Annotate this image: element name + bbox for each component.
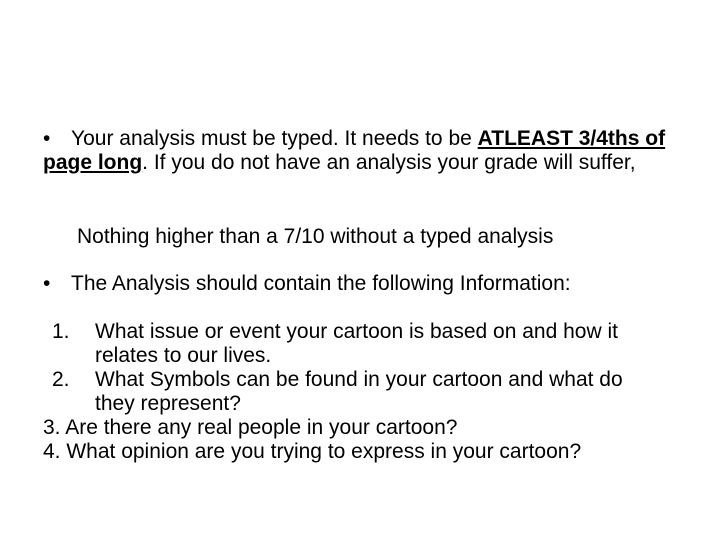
- grade-note: Nothing higher than a 7/10 without a typed analysis: [77, 225, 554, 248]
- list-item: 3. Are there any real people in your cartoon?: [43, 416, 458, 439]
- bullet-marker: •: [43, 127, 51, 150]
- length-requirement: ATLEAST 3/4ths of page long: [43, 127, 666, 174]
- list-item: [43, 320, 663, 368]
- list-number: 1.: [52, 320, 70, 343]
- list-number: 2.: [52, 368, 70, 391]
- bullet-text: The Analysis should contain the following Information:: [71, 272, 571, 295]
- bullet-text: Your analysis must be typed. It needs to be: [71, 127, 478, 150]
- question-list: [43, 320, 663, 464]
- bullet-text-end: . If you do not have an analysis your grade will suffer,: [142, 151, 636, 174]
- bullet-analysis-contents: [43, 272, 693, 296]
- list-item: [43, 368, 663, 416]
- bullet-typed-analysis: [43, 127, 693, 175]
- list-text: What issue or event your cartoon is based on and how it relates to our lives.: [95, 320, 618, 367]
- bullet-marker: •: [43, 272, 51, 295]
- list-item: 4. What opinion are you trying to express in your cartoon?: [43, 440, 582, 463]
- list-text: What Symbols can be found in your cartoon and what do they represent?: [95, 368, 623, 415]
